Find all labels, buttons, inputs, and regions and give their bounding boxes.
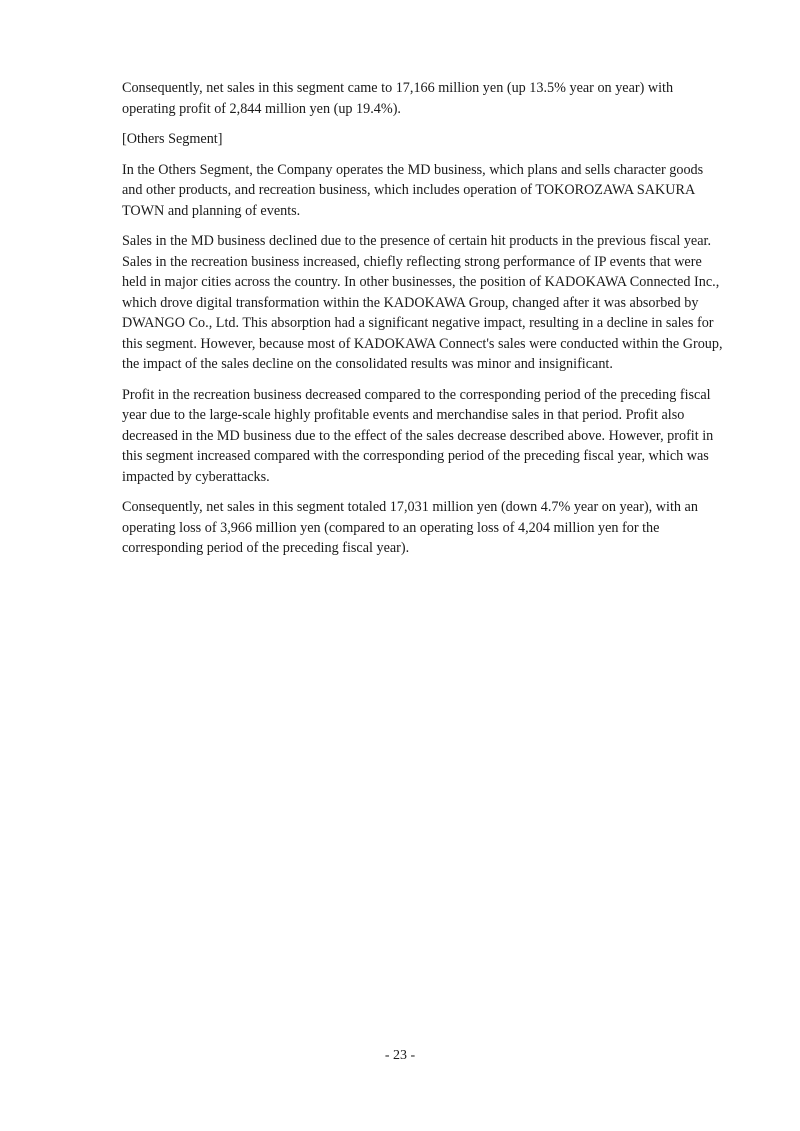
paragraph-segment-summary: Consequently, net sales in this segment came to 17,166 million yen (up 13.5% year on year) with operating profit of 2,844 million yen (up 19.4%). [122,80,674,117]
paragraph-others-profit: Profit in the recreation business decreased compared to the corresponding period of the preceding fiscal year due to the large-scale highly profitable events and merchandise sales in that period. Profit also decreased in the MD business due to the effect of the sales decrease described above. However, profit in this segment increased compared with the corresponding period of the preceding fiscal year, which was impacted by cyberattacks. [122,386,714,485]
section-heading-others-segment: [Others Segment] [122,131,223,147]
paragraph-others-results: Consequently, net sales in this segment totaled 17,031 million yen (down 4.7% year on year), with an operating loss of 3,966 million yen (compared to an operating loss of 4,204 million yen for the corresponding period of the preceding fiscal year). [122,499,698,556]
paragraph-others-sales: Sales in the MD business declined due to the presence of certain hit products in the previous fiscal year. Sales in the recreation business increased, chiefly reflecting strong performance of IP events that were held in major cities across the country. In other businesses, the position of KADOKAWA Connected Inc., which drove digital transformation within the KADOKAWA Group, changed after it was absorbed by DWANGO Co., Ltd. This absorption had a significant negative impact, resulting in a decline in sales for this segment. However, because most of KADOKAWA Connect's sales were conducted within the Group, the impact of the sales decline on the consolidated results was minor and insignificant. [122,233,723,372]
paragraph-others-overview: In the Others Segment, the Company operates the MD business, which plans and sells character goods and other products, and recreation business, which includes operation of TOKOROZAWA SAKURA TOWN and planning of events. [122,161,704,219]
document-body [122,78,726,569]
page-number: - 23 - [384,1048,416,1063]
